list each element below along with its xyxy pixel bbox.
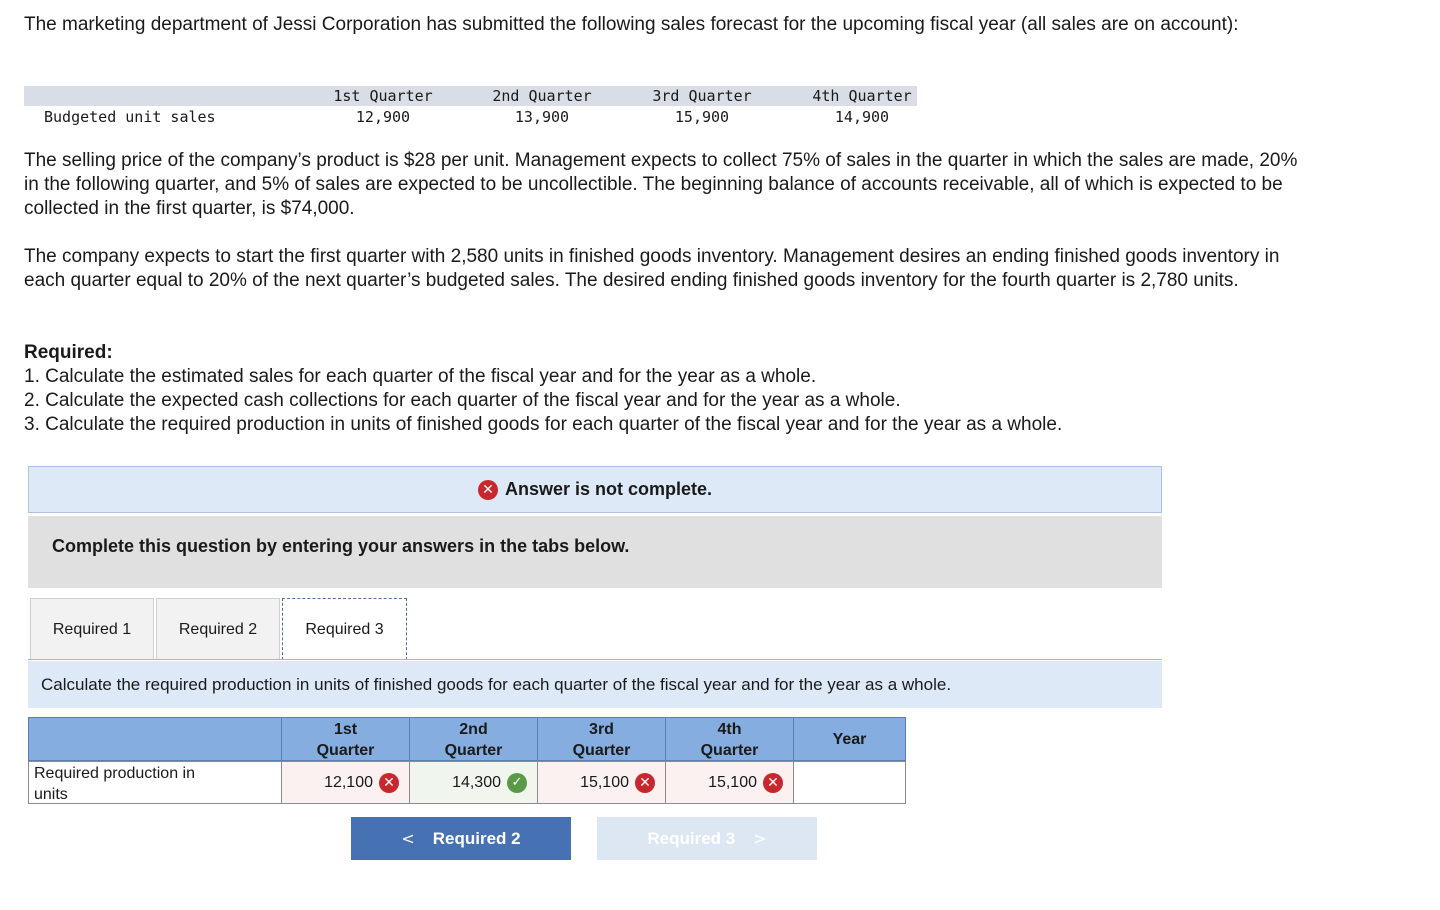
- inventory-paragraph: The company expects to start the first quarter with 2,580 units in finished goods inventory. Management desires an ending finished goods inventory in each quarter equal to 20% of the next quarter’s budgeted sales. The desired ending finished goods inventory for the fourth quarter is 2,780 units.: [24, 246, 1280, 291]
- answer-value-q3: 15,100: [580, 773, 629, 791]
- budget-header-q4: 4th Quarter: [812, 87, 912, 105]
- budget-row-label: Budgeted unit sales: [44, 108, 216, 126]
- required-item-2: 2. Calculate the expected cash collections for each quarter of the fiscal year and for the year as a whole.: [24, 390, 901, 411]
- tab-required-1[interactable]: Required 1: [30, 598, 154, 660]
- answer-cell-q4[interactable]: [665, 761, 794, 804]
- grid-row-label: [28, 761, 282, 804]
- incorrect-icon: ✕: [635, 773, 655, 793]
- tab-required-2[interactable]: Required 2: [156, 598, 280, 660]
- intro-paragraph: The marketing department of Jessi Corporation has submitted the following sales forecast for the upcoming fiscal year (all sales are on account):: [24, 14, 1239, 35]
- answer-cell-q2[interactable]: [409, 761, 538, 804]
- tab-description: [28, 661, 1162, 708]
- chevron-left-icon: <: [401, 829, 415, 848]
- answer-value-q4: 15,100: [708, 773, 757, 791]
- incorrect-icon: ✕: [763, 773, 783, 793]
- grid-header-q4-line1: 4th: [717, 721, 742, 738]
- grid-header-q3-line1: 3rd: [589, 721, 614, 738]
- grid-header-blank: [28, 717, 282, 761]
- answer-cell-q1[interactable]: [281, 761, 410, 804]
- budget-header-q1: 1st Quarter: [333, 87, 433, 105]
- grid-header-q3-line2: Quarter: [572, 742, 631, 759]
- instruction-text: Complete this question by entering your answers in the tabs below.: [52, 536, 630, 556]
- answer-status-text: Answer is not complete.: [504, 479, 713, 499]
- required-item-3: 3. Calculate the required production in units of finished goods for each quarter of the fiscal year and for the year as a whole.: [24, 414, 1063, 435]
- budget-value-q3: 15,900: [674, 108, 730, 126]
- grid-row-label-line1: Required production in: [34, 765, 195, 782]
- budget-table: [24, 86, 917, 128]
- budget-header-q2: 2nd Quarter: [492, 87, 592, 105]
- answer-value-q1: 12,100: [324, 773, 373, 791]
- grid-header-q1: [281, 717, 410, 761]
- incorrect-icon: ✕: [478, 480, 498, 500]
- answer-cell-q3[interactable]: [537, 761, 666, 804]
- tab-required-3[interactable]: Required 3: [282, 598, 407, 660]
- grid-header-q2: [409, 717, 538, 761]
- budget-value-q2: 13,900: [514, 108, 570, 126]
- incorrect-icon: ✕: [379, 773, 399, 793]
- grid-header-q4: [665, 717, 794, 761]
- answer-value-q2: 14,300: [452, 773, 501, 791]
- grid-header-q1-line1: 1st: [333, 721, 358, 738]
- tab-description-text: Calculate the required production in units of finished goods for each quarter of the fiscal year and for the year as a whole.: [41, 675, 952, 694]
- correct-icon: ✓: [507, 773, 527, 793]
- tab-divider: [28, 659, 1162, 660]
- budget-value-q4: 14,900: [834, 108, 890, 126]
- grid-header-q4-line2: Quarter: [700, 742, 759, 759]
- next-required-3-button[interactable]: [597, 817, 817, 860]
- grid-header-q1-line2: Quarter: [316, 742, 375, 759]
- required-heading: Required:: [24, 342, 113, 363]
- required-section: [24, 341, 1314, 437]
- instruction-box: [28, 516, 1162, 588]
- budget-header-q3: 3rd Quarter: [652, 87, 752, 105]
- chevron-right-icon: >: [753, 829, 767, 848]
- prev-button-label: Required 2: [432, 828, 521, 848]
- answer-status-banner: [28, 466, 1162, 513]
- grid-header-year: Year: [793, 717, 906, 761]
- grid-header-q2-line1: 2nd: [459, 721, 488, 738]
- budget-value-q1: 12,900: [355, 108, 411, 126]
- grid-header-q2-line2: Quarter: [444, 742, 503, 759]
- price-paragraph: The selling price of the company’s product is $28 per unit. Management expects to collect 75% of sales in the quarter in which the sales are made, 20% in the following quarter, and 5% of sales are expected to be uncollectible. The beginning balance of accounts receivable, all of which is expected to be collected in the first quarter, is $74,000.: [24, 150, 1298, 219]
- grid-row-label-line2: units: [34, 786, 68, 803]
- grid-header-q3: [537, 717, 666, 761]
- prev-required-2-button[interactable]: [351, 817, 571, 860]
- required-item-1: 1. Calculate the estimated sales for each quarter of the fiscal year and for the year as a whole.: [24, 366, 817, 387]
- next-button-label: Required 3: [647, 828, 736, 848]
- answer-cell-year[interactable]: [793, 761, 906, 804]
